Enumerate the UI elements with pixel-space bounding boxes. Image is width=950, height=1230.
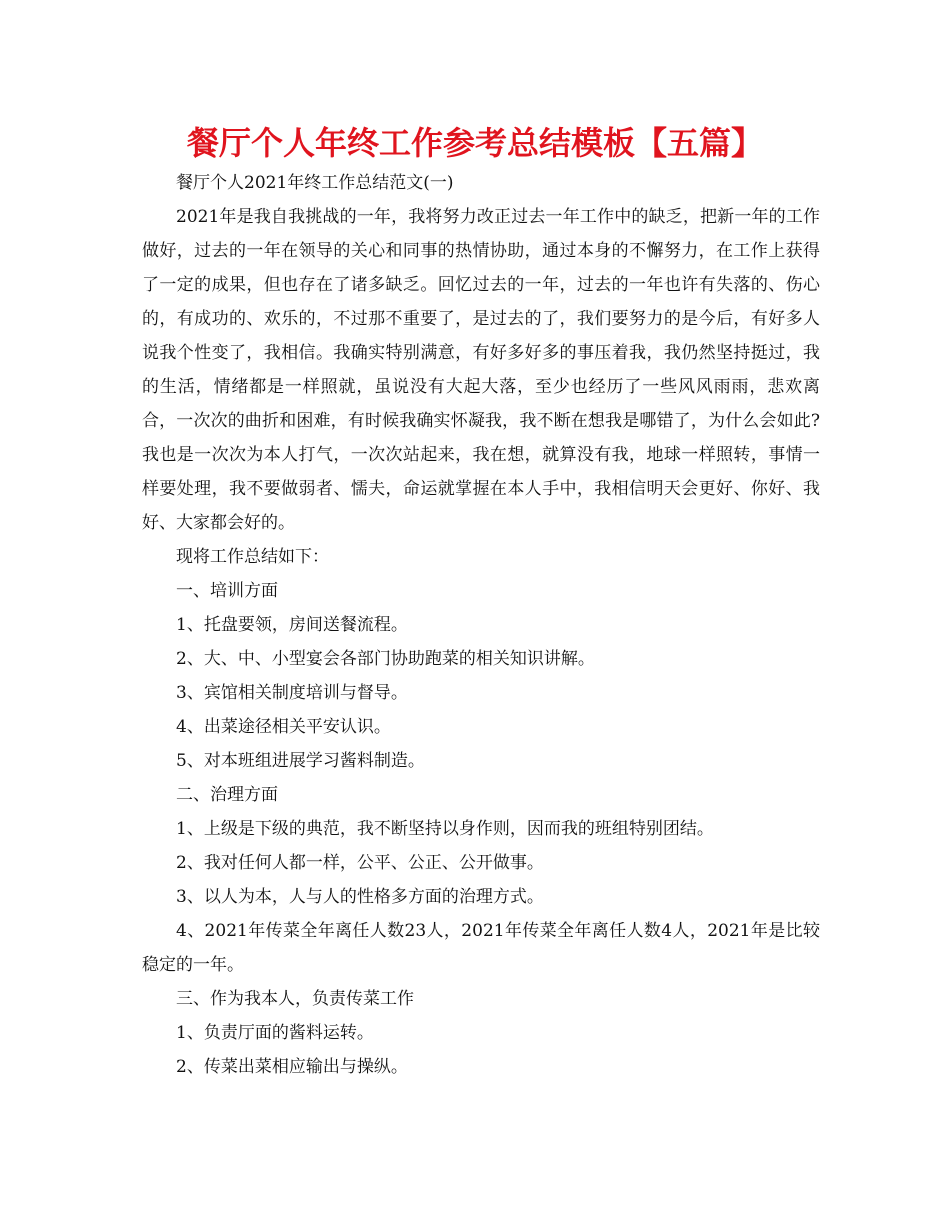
document-body: [142, 166, 820, 1084]
intro-paragraph: 2021年是我自我挑战的一年，我将努力改正过去一年工作中的缺乏，把新一年的工作做好，过去的一年在领导的关心和同事的热情协助，通过本身的不懈努力，在工作上获得了一定的成果，但也存在了诸多缺乏。回忆过去的一年，过去的一年也许有失落的、伤心的，有成功的、欢乐的，不过那不重要了，是过去的了，我们要努力的是今后，有好多人说我个性变了，我相信。我确实特别满意，有好多好多的事压着我，我仍然坚持挺过，我的生活，情绪都是一样照就，虽说没有大起大落，至少也经历了一些风风雨雨，悲欢离合，一次次的曲折和困难，有时候我确实怀凝我，我不断在想我是哪错了，为什么会如此?我也是一次次为本人打气，一次次站起来，我在想，就算没有我，地球一样照转，事情一样要处理，我不要做弱者、懦夫，命运就掌握在本人手中，我相信明天会更好、你好、我好、大家都会好的。: [142, 207, 820, 533]
subtitle-paragraph: 餐厅个人2021年终工作总结范文(一): [176, 173, 454, 193]
list-item: 1、上级是下级的典范，我不断坚持以身作则，因而我的班组特别团结。: [176, 819, 714, 839]
list-item: 3、以人为本，人与人的性格多方面的治理方式。: [176, 887, 544, 907]
list-item: 4、出菜途径相关平安认识。: [176, 717, 391, 737]
section-heading-training: 一、培训方面: [176, 581, 278, 601]
summary-lead: 现将工作总结如下：: [176, 547, 329, 567]
list-item: 5、对本班组进展学习酱料制造。: [176, 751, 425, 771]
list-item: 1、负责厅面的酱料运转。: [176, 1023, 374, 1043]
list-item: 2、传菜出菜相应输出与操纵。: [176, 1057, 408, 1077]
list-item: 3、宾馆相关制度培训与督导。: [176, 683, 408, 703]
list-item: 2、大、中、小型宴会各部门协助跑菜的相关知识讲解。: [176, 649, 595, 669]
list-item: 4、2021年传菜全年离任人数23人，2021年传菜全年离任人数4人，2021年是比较稳定的一年。: [142, 921, 820, 975]
list-item: 2、我对任何人都一样，公平、公正、公开做事。: [176, 853, 544, 873]
list-item: 1、托盘要领，房间送餐流程。: [176, 615, 408, 635]
section-heading-management: 二、治理方面: [176, 785, 278, 805]
section-heading-duties: 三、作为我本人，负责传菜工作: [176, 989, 414, 1009]
document-title: 餐厅个人年终工作参考总结模板【五篇】: [186, 124, 763, 162]
